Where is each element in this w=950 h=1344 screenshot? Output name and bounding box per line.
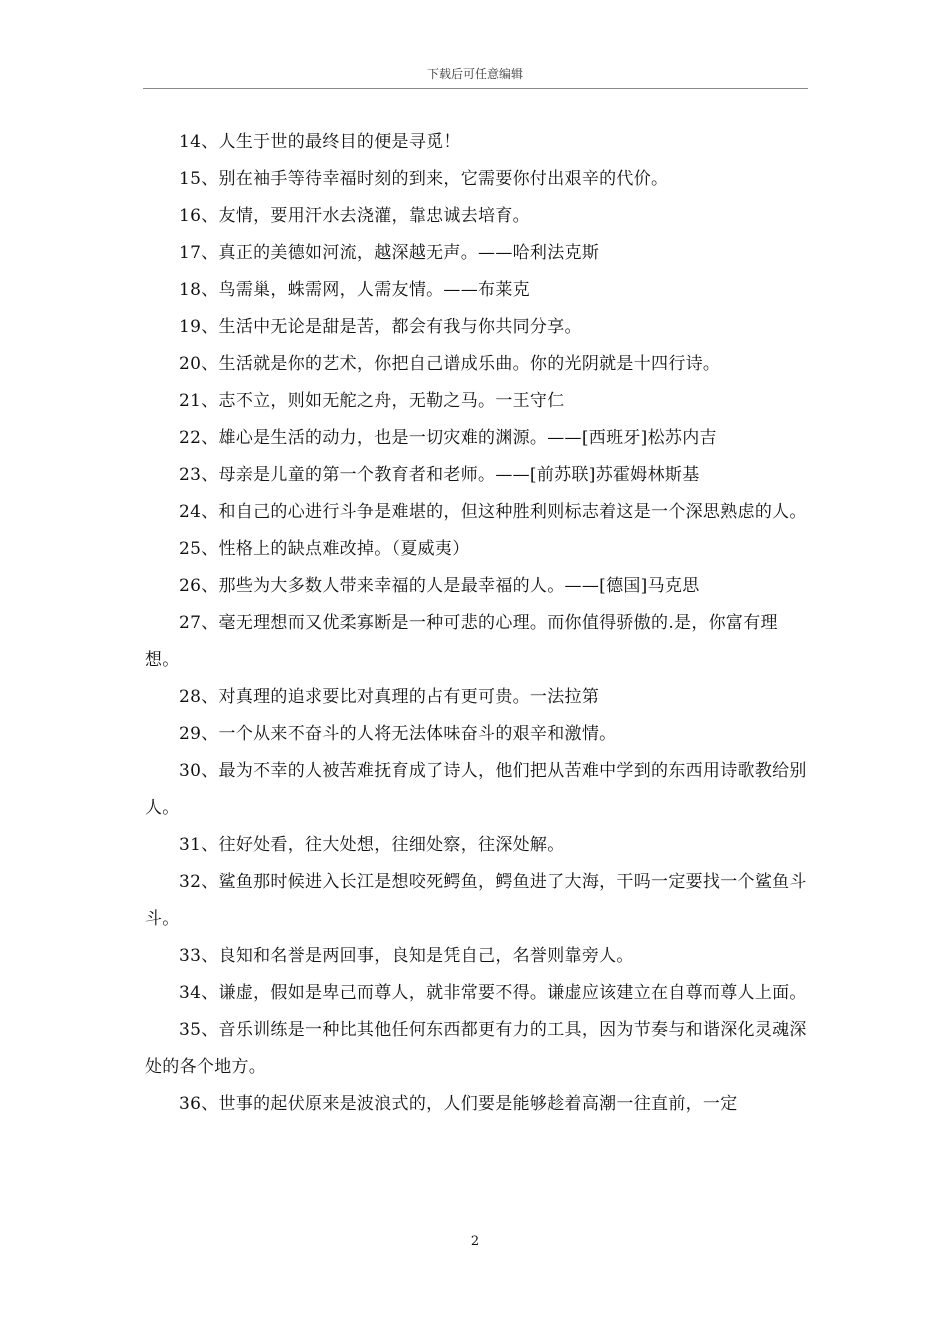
- paragraph: 34、谦虚，假如是卑己而尊人，就非常要不得。谦虚应该建立在自尊而尊人上面。: [179, 983, 807, 1003]
- page-header: 下载后可任意编辑: [426, 67, 523, 81]
- document-body: [145, 124, 810, 1123]
- paragraph: 35、音乐训练是一种比其他任何东西都更有力的工具，因为节奏与和谐深化灵魂深处的各个地方。: [145, 1020, 807, 1077]
- paragraph: 24、和自己的心进行斗争是难堪的，但这种胜利则标志着这是一个深思熟虑的人。: [179, 502, 807, 522]
- paragraph: 33、良知和名誉是两回事，良知是凭自己，名誉则靠旁人。: [179, 946, 634, 966]
- header-divider: [143, 88, 808, 89]
- paragraph: 36、世事的起伏原来是波浪式的，人们要是能够趁着高潮一往直前，一定: [179, 1094, 738, 1114]
- paragraph: 23、母亲是儿童的第一个教育者和老师。——[前苏联]苏霍姆林斯基: [179, 465, 700, 485]
- paragraph: 28、对真理的追求要比对真理的占有更可贵。一法拉第: [179, 687, 600, 707]
- page-number: 2: [470, 1234, 480, 1249]
- paragraph: 20、生活就是你的艺术，你把自己谱成乐曲。你的光阴就是十四行诗。: [179, 354, 721, 374]
- paragraph: 25、性格上的缺点难改掉。（夏威夷）: [179, 539, 470, 559]
- paragraph: 27、毫无理想而又优柔寡断是一种可悲的心理。而你值得骄傲的.是，你富有理想。: [145, 613, 778, 670]
- paragraph: 14、人生于世的最终目的便是寻觅！: [179, 132, 461, 152]
- paragraph: 21、志不立，则如无舵之舟，无勒之马。一王守仁: [179, 391, 565, 411]
- paragraph: 18、鸟需巢，蛛需网，人需友情。——布莱克: [179, 280, 530, 300]
- paragraph: 19、生活中无论是甜是苦，都会有我与你共同分享。: [179, 317, 582, 337]
- paragraph: 15、别在袖手等待幸福时刻的到来，它需要你付出艰辛的代价。: [179, 169, 669, 189]
- paragraph: 29、一个从来不奋斗的人将无法体味奋斗的艰辛和激情。: [179, 724, 617, 744]
- paragraph: 16、友情，要用汗水去浇灌，靠忠诚去培育。: [179, 206, 530, 226]
- paragraph: 22、雄心是生活的动力，也是一切灾难的渊源。——[西班牙]松苏内吉: [179, 428, 717, 448]
- paragraph: 31、往好处看，往大处想，往细处察，往深处解。: [179, 835, 565, 855]
- paragraph: 17、真正的美德如河流，越深越无声。——哈利法克斯: [179, 243, 600, 263]
- paragraph: 26、那些为大多数人带来幸福的人是最幸福的人。——[德国]马克思: [179, 576, 700, 596]
- paragraph: 32、鲨鱼那时候进入长江是想咬死鳄鱼，鳄鱼进了大海，干吗一定要找一个鲨鱼斗斗。: [145, 872, 807, 929]
- paragraph: 30、最为不幸的人被苦难抚育成了诗人，他们把从苦难中学到的东西用诗歌教给别人。: [145, 761, 807, 818]
